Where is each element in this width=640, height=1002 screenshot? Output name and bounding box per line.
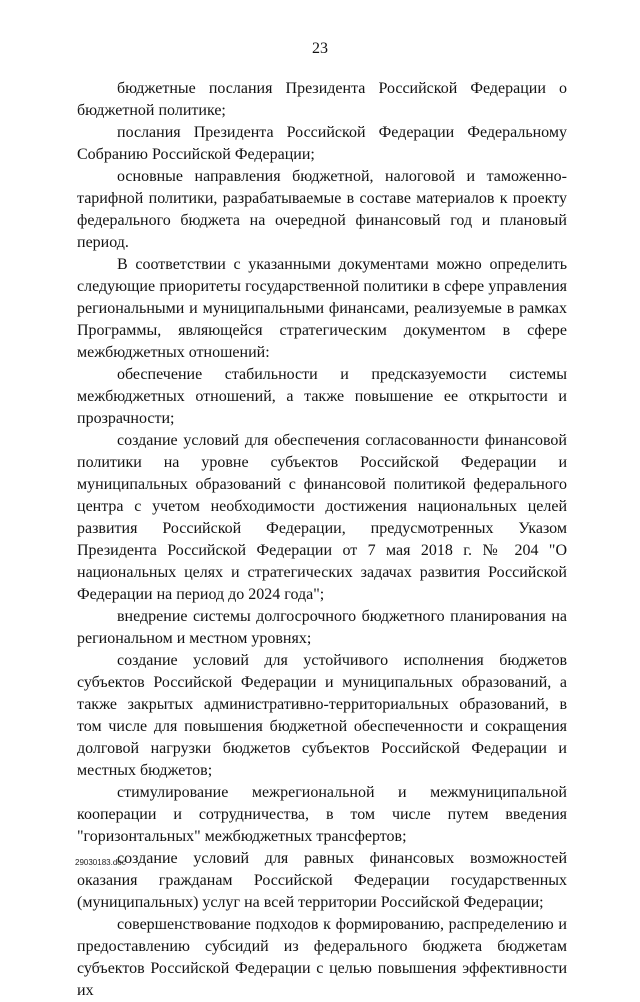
document-body bbox=[77, 78, 567, 1002]
paragraph-budget-messages: бюджетные послания Президента Российской Федерации о бюджетной политике; bbox=[77, 80, 567, 119]
paragraph-equal-opportunities: создание условий для равных финансовых возможностей оказания гражданам Российской Федерации государственных (муниципальных) услуг на всей территории Российской Федерации; bbox=[77, 850, 567, 911]
paragraph-president-messages: послания Президента Российской Федерации Федеральному Собранию Российской Федерации; bbox=[77, 124, 567, 163]
document-footer-filename: 29030183.doc bbox=[75, 858, 126, 867]
paragraph-cooperation: стимулирование межрегиональной и межмуниципальной кооперации и сотрудничества, в том числе путем введения "горизонтальных" межбюджетных трансфертов; bbox=[77, 784, 567, 845]
paragraph-policy-directions: основные направления бюджетной, налоговой и таможенно-тарифной политики, разрабатываемые в составе материалов к проекту федерального бюджета на очередной финансовый год и плановый период. bbox=[77, 168, 567, 251]
paragraph-long-term-planning: внедрение системы долгосрочного бюджетного планирования на региональном и местном уровнях; bbox=[77, 608, 567, 647]
paragraph-subsidies: совершенствование подходов к формированию, распределению и предоставлению субсидий из федерального бюджета бюджетам субъектов Российской Федерации с целью повышения эффективности их bbox=[77, 916, 567, 999]
paragraph-sustainable-execution: создание условий для устойчивого исполнения бюджетов субъектов Российской Федерации и муниципальных образований, а также закрытых административно-территориальных образований, в том числе для повышения бюджетной обеспеченности и сокращения долговой нагрузки бюджетов субъектов Российской Федерации и местных бюджетов; bbox=[77, 652, 567, 779]
paragraph-priorities-intro: В соответствии с указанными документами можно определить следующие приоритеты государственной политики в сфере управления региональными и муниципальными финансами, реализуемые в рамках Программы, являющейся стратегическим документом в сфере межбюджетных отношений: bbox=[77, 256, 567, 361]
paragraph-coordination: создание условий для обеспечения согласованности финансовой политики на уровне субъектов Российской Федерации и муниципальных образований с финансовой политикой федерального центра с учетом необходимости достижения национальных целей развития Российской Федерации, предусмотренных Указом Президента Российской Федерации от 7 мая 2018 г. № 204 "О национальных целях и стратегических задачах развития Российской Федерации на период до 2024 года"; bbox=[77, 432, 567, 603]
paragraph-stability: обеспечение стабильности и предсказуемости системы межбюджетных отношений, а также повышение ее открытости и прозрачности; bbox=[77, 366, 567, 427]
page-number: 23 bbox=[312, 40, 328, 57]
